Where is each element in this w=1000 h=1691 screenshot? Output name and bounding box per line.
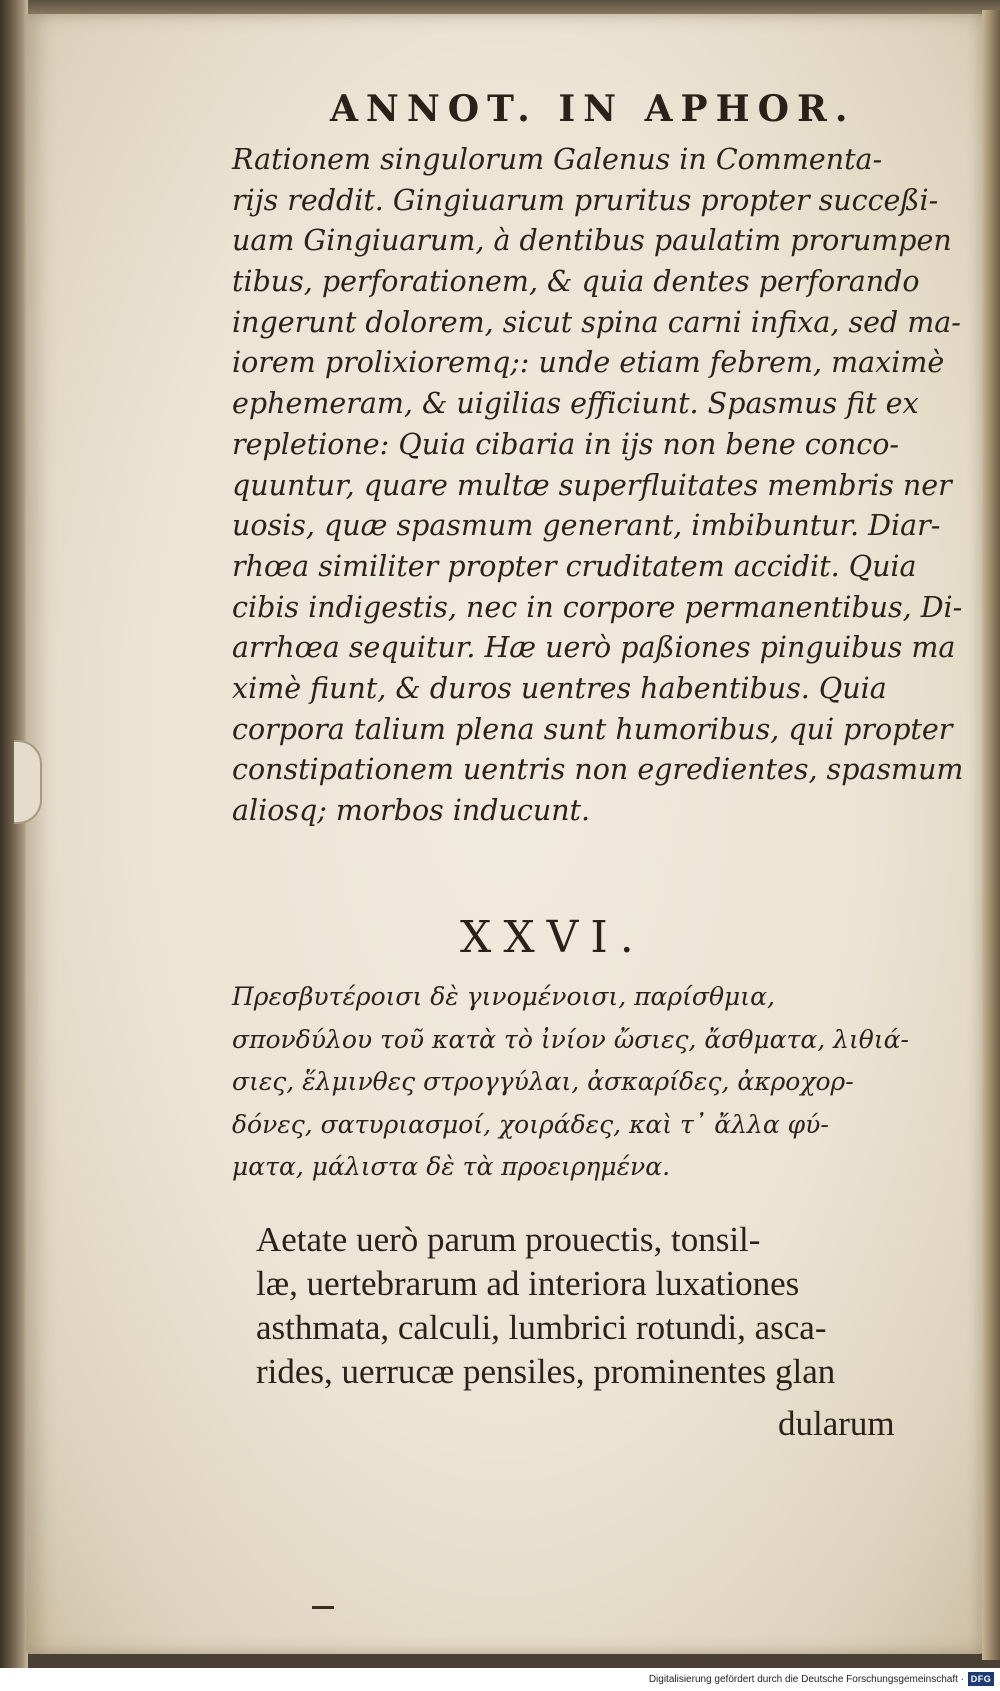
digitization-credit: Digitalisierung gefördert durch die Deutsche Forschungsgemeinschaft ·: [648, 1674, 964, 1685]
commentary-line: corpora talium plena sunt humoribus, qui propter: [232, 712, 953, 746]
greek-aphorism: [232, 976, 952, 1189]
commentary-line: iorem prolixioremq;: unde etiam febrem, maximè: [232, 346, 945, 380]
commentary-line: aliosq; morbos inducunt.: [232, 794, 591, 827]
commentary-line: quuntur, quare multæ superfluitates membris ner: [232, 468, 952, 502]
commentary-line: ingerunt dolorem, sicut spina carni infixa, sed ma-: [232, 305, 961, 339]
greek-line: δόνες, σατυριασμοί, χοιράδες, καὶ τ᾽ ἄλλα φύ-: [232, 1109, 829, 1139]
greek-line: σιες, ἕλμινθες στρογγύλαι, ἀσκαρίδες, ἀκροχορ-: [232, 1067, 854, 1096]
greek-line: ματα, μάλιστα δὲ τὰ προειρημένα.: [232, 1152, 671, 1181]
page-right-edge: [982, 10, 1000, 1660]
greek-line: σπονδύλου τοῦ κατὰ τὸ ἰνίον ὤσιες, ἄσθματα, λιθιά-: [232, 1024, 909, 1054]
commentary-line: ephemeram, & uigilias efficiunt. Spasmus fit ex: [232, 387, 919, 421]
commentary-line: uosis, quæ spasmum generant, imbibuntur. Diar-: [232, 509, 941, 543]
commentary-line: rhœa similiter propter cruditatem accidit. Quia: [232, 549, 917, 583]
aphorism-number: XXVI.: [460, 912, 646, 963]
catchword: dularum: [778, 1404, 895, 1443]
running-head: ANNOT. IN APHOR.: [330, 88, 856, 130]
greek-line: Πρεσβυτέροισι δὲ γινομένοισι, παρίσθμια,: [232, 982, 775, 1011]
translation-line: rides, uerrucæ pensiles, prominentes glan: [256, 1352, 836, 1391]
commentary-line: ximè fiunt, & duros uentres habentibus. Quia: [232, 671, 887, 705]
commentary-paragraph: [232, 140, 964, 832]
commentary-line: uam Gingiuarum, à dentibus paulatim prorumpen: [232, 224, 952, 258]
commentary-line: rijs reddit. Gingiuarum pruritus propter succeßi-: [232, 183, 939, 217]
page-mark: [312, 1606, 334, 1609]
commentary-line: cibis indigestis, nec in corpore permanentibus, Di-: [232, 590, 963, 624]
commentary-line: arrhœa sequitur. Hæ uerò paßiones pinguibus ma: [232, 631, 956, 665]
commentary-line: Rationem singulorum Galenus in Commenta-: [232, 143, 883, 176]
commentary-line: constipationem uentris non egredientes, spasmum: [232, 753, 964, 787]
translation-line: asthmata, calculi, lumbrici rotundi, asca-: [256, 1308, 827, 1347]
translation-line: Aetate uerò parum prouectis, tonsil-: [256, 1220, 761, 1259]
commentary-line: repletione: Quia cibaria in ijs non bene conco-: [232, 427, 900, 461]
latin-translation: [256, 1218, 946, 1394]
page-clip: [14, 740, 42, 824]
translation-line: læ, uertebrarum ad interiora luxationes: [256, 1264, 800, 1303]
book-binding: [0, 0, 28, 1668]
commentary-line: tibus, perforationem, & quia dentes perforando: [232, 265, 920, 299]
dfg-logo: DFG: [968, 1672, 994, 1686]
